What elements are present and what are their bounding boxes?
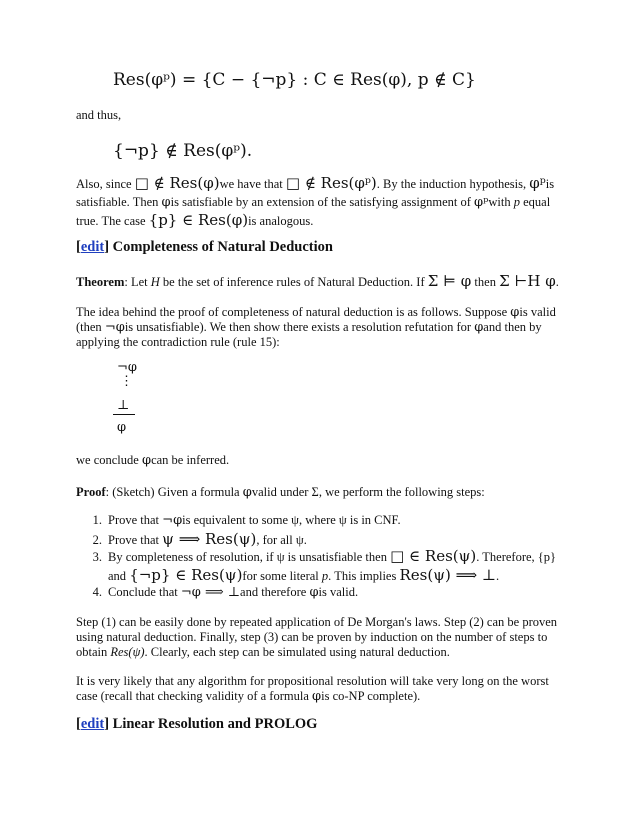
- math-inline: φᵖ: [529, 174, 546, 192]
- step-number: 3.: [92, 550, 102, 564]
- edit-link[interactable]: edit: [80, 239, 105, 255]
- paragraph-idea-line3: applying the contradiction rule (rule 15):: [76, 335, 280, 349]
- edit-link[interactable]: edit: [80, 716, 105, 732]
- text: : Let: [124, 275, 148, 289]
- paragraph-induction-line3: [76, 211, 313, 229]
- conclude-text: [76, 453, 229, 468]
- math-inline: □ ∉ Res(φ): [134, 174, 220, 192]
- text: and then by: [483, 320, 542, 334]
- proof-step-4: [84, 585, 358, 600]
- paragraph-complexity-line2: [76, 689, 420, 704]
- text: case (recall that checking validity of a formula: [76, 689, 309, 703]
- theorem-label: Theorem: [76, 275, 125, 289]
- section-title: Linear Resolution and PROLOG: [112, 716, 318, 732]
- math-inline: {¬p} ∈ Res(ψ): [129, 566, 243, 584]
- math-inline: □ ∉ Res(φᵖ): [285, 174, 377, 192]
- proof-step-2: [84, 530, 307, 548]
- paragraph-steps-line1: Step (1) can be easily done by repeated application of De Morgan's laws. Step (2) can be proven: [76, 615, 558, 629]
- text: we have that: [219, 177, 283, 191]
- text: . By the induction hypothesis,: [376, 177, 527, 191]
- text-italic: Res(ψ): [110, 645, 145, 659]
- text: Also, since: [76, 177, 132, 191]
- step-number: 4.: [92, 585, 102, 599]
- text: Conclude that: [108, 585, 178, 599]
- text: .: [495, 569, 500, 583]
- math-inline: ¬φ ⟹ ⊥: [180, 585, 241, 600]
- proof-step-3-line2: [108, 566, 499, 584]
- text: for some literal: [242, 569, 319, 583]
- text: .: [555, 275, 559, 289]
- equation-res-phi-p: Res(φᵖ) = {C − {¬p} : C ∈ Res(φ), p ∉ C}: [113, 70, 476, 90]
- text: . Therefore, {p}: [476, 550, 557, 564]
- math-inline: φ: [141, 453, 152, 468]
- text: is co-NP complete).: [321, 689, 421, 703]
- math-inline: Res(ψ) ⟹ ⊥: [399, 566, 496, 584]
- paragraph-steps-line3: [76, 645, 450, 660]
- text: Prove that: [108, 533, 160, 547]
- text: be the set of inference rules of Natural Deduction. If: [162, 275, 425, 289]
- text: valid under Σ, we perform the following steps:: [251, 485, 485, 499]
- inference-rule-line: [113, 414, 135, 415]
- equation-not-p: {¬p} ∉ Res(φᵖ).: [113, 141, 253, 161]
- math-inline: φ: [242, 485, 252, 500]
- paragraph-steps-line2: using natural deduction. Finally, step (3) can be proven by induction on the number of steps to: [76, 630, 548, 644]
- section-heading-completeness: [edit] Completeness of Natural Deduction: [76, 239, 333, 255]
- theorem-statement: [76, 272, 559, 290]
- text: can be inferred.: [151, 453, 230, 467]
- text: is equivalent to some ψ, where ψ is in CNF.: [182, 513, 401, 527]
- math-inline: φ: [312, 689, 322, 704]
- section-heading-linear-resolution: [edit] Linear Resolution and PROLOG: [76, 716, 318, 732]
- text: is valid.: [318, 585, 359, 599]
- math-inline: {p} ∈ Res(φ): [148, 211, 249, 229]
- math-inline: φ: [474, 320, 484, 335]
- math-inline: ¬φ: [104, 320, 125, 335]
- text: true. The case: [76, 214, 146, 228]
- paragraph-induction-line2: [76, 195, 550, 210]
- text: , for all ψ.: [256, 533, 307, 547]
- text: . This implies: [328, 569, 397, 583]
- text-italic: H: [150, 275, 160, 289]
- text-italic: p: [513, 195, 520, 209]
- derivation-conclusion: φ: [117, 420, 127, 435]
- paragraph-induction-line1: [76, 174, 554, 192]
- proof-intro: [76, 485, 485, 500]
- math-inline: ψ ⟹ Res(ψ): [162, 530, 257, 548]
- text: satisfiable. Then: [76, 195, 159, 209]
- math-inline: Σ ⊢H φ: [499, 272, 556, 290]
- math-inline: φ: [309, 585, 319, 600]
- paragraph-idea-line1: [76, 305, 556, 320]
- proof-step-1: [84, 513, 401, 528]
- step-number: 2.: [92, 533, 102, 547]
- text: . Clearly, each step can be simulated using natural deduction.: [144, 645, 450, 659]
- text: : (Sketch) Given a formula: [105, 485, 240, 499]
- text: with: [488, 195, 511, 209]
- text: and therefore: [240, 585, 307, 599]
- math-inline: φᵖ: [474, 195, 489, 210]
- text: The idea behind the proof of completeness of natural deduction is as follows. Suppose: [76, 305, 508, 319]
- and-thus-text: and thus,: [76, 108, 122, 122]
- math-inline: Σ ⊨ φ: [427, 272, 472, 290]
- paragraph-complexity-line1: It is very likely that any algorithm for propositional resolution will take very long on the worst: [76, 674, 549, 688]
- text: is analogous.: [248, 214, 314, 228]
- text: Prove that: [108, 513, 160, 527]
- math-inline: ¬φ: [162, 513, 183, 528]
- proof-step-3: [84, 547, 556, 565]
- text: is valid: [519, 305, 556, 319]
- text: we conclude: [76, 453, 139, 467]
- derivation-bottom: ⊥: [117, 398, 130, 413]
- proof-label: Proof: [76, 485, 106, 499]
- text: (then: [76, 320, 102, 334]
- text: is unsatisfiable). We then show there exists a resolution refutation for: [124, 320, 472, 334]
- math-inline: □ ∈ Res(ψ): [390, 547, 477, 565]
- text: By completeness of resolution, if ψ is unsatisfiable then: [108, 550, 387, 564]
- step-number: 1.: [92, 513, 102, 527]
- text: then: [474, 275, 496, 289]
- derivation-premise: ¬φ: [117, 360, 137, 375]
- derivation-dots: ⋮: [120, 374, 133, 389]
- text: is satisfiable by an extension of the satisfying assignment of: [170, 195, 471, 209]
- math-inline: φ: [510, 305, 520, 320]
- text: equal: [523, 195, 551, 209]
- text: is: [545, 177, 555, 191]
- text: and: [108, 569, 127, 583]
- paragraph-idea-line2: [76, 320, 542, 335]
- section-title: Completeness of Natural Deduction: [112, 239, 333, 255]
- text: obtain: [76, 645, 108, 659]
- text-italic: p: [321, 569, 329, 583]
- math-inline: φ: [161, 195, 171, 210]
